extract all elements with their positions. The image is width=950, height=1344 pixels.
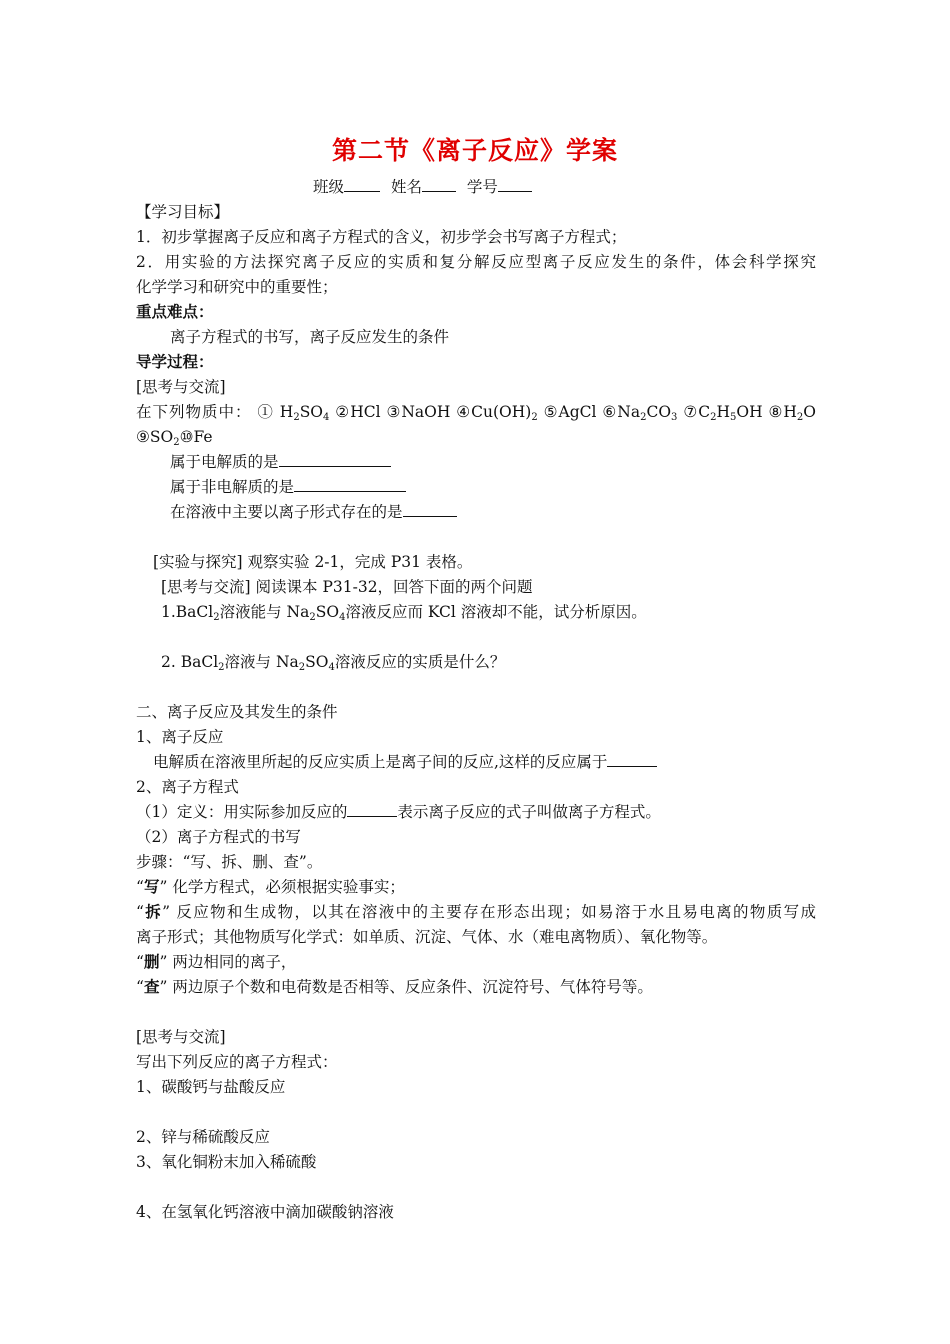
step-split-text: 反应物和生成物，以其在溶液中的主要存在形态出现；如易溶于水且易电离的物质写成	[176, 903, 816, 921]
electrolyte-question	[170, 452, 391, 472]
exercise-item: 3、氧化铜粉末加入稀硫酸	[136, 1153, 317, 1171]
exercise-item: 2、锌与稀硫酸反应	[136, 1128, 270, 1146]
step-split: “拆” 反应物和生成物，以其在溶液中的主要存在形态出现；如易溶于水且易电离的物质写成	[136, 902, 816, 921]
question-2: 2. BaCl$_2$溶液与 $Na_2SO_4$溶液反应的实质是什么？	[161, 653, 506, 673]
nonelectrolyte-question	[170, 477, 406, 497]
substances-list-line-1: 在下列物质中： ① $H_2SO_4$ ②HCl ③NaOH $④Cu(OH)_2$ ⑤AgCl $⑥Na_2CO_3$ $⑦C_2H_5OH$ $⑧H_2O$	[136, 403, 817, 423]
objective-item-2-line-2: 化学学习和研究中的重要性；	[136, 278, 338, 296]
ion-reaction-subheading: 1、离子反应	[136, 728, 224, 746]
definition-blank[interactable]	[347, 802, 397, 817]
step-split-keyword: 拆	[143, 902, 163, 921]
step-split-line-2: 离子形式；其他物质写化学式：如单质、沉淀、气体、水（难电离物质）、氧化物等。	[136, 928, 718, 946]
ion-reaction-definition-text: 电解质在溶液里所起的反应实质上是离子间的反应,这样的反应属于	[153, 753, 608, 771]
student-info-fields	[313, 177, 532, 197]
ion-equation-subheading: 2、离子方程式	[136, 778, 239, 796]
question-1: 1.BaCl$_2$溶液能与 $Na_2SO_4$溶液反应而 KCl 溶液却不能，试分析原因。	[161, 603, 647, 623]
step-delete-keyword: 删	[143, 952, 160, 971]
exercise-item: 1、碳酸钙与盐酸反应	[136, 1078, 286, 1096]
reaction-type-blank[interactable]	[607, 752, 657, 767]
name-label: 姓名	[390, 178, 422, 196]
electrolyte-blank[interactable]	[279, 452, 391, 467]
objectives-heading: 【学习目标】	[136, 203, 230, 221]
steps-text: 步骤：“写、拆、删、查”。	[136, 853, 323, 871]
exercise-heading: [思考与交流]	[136, 1028, 226, 1046]
think-exchange-reading: [思考与交流] 阅读课本 P31-32，回答下面的两个问题	[161, 578, 533, 596]
class-blank[interactable]	[344, 177, 380, 192]
step-delete: “删” 两边相同的离子，	[136, 952, 297, 971]
writing-subheading: （2）离子方程式的书写	[136, 828, 301, 846]
ion-form-question-text: 在溶液中主要以离子形式存在的是	[170, 503, 403, 521]
key-points-text: 离子方程式的书写，离子反应发生的条件	[170, 328, 450, 346]
substances-list-line-2: $⑨SO_2⑩Fe$	[136, 428, 213, 448]
step-check-text: 两边原子个数和电荷数是否相等、反应条件、沉淀符号、气体符号等。	[172, 978, 653, 996]
electrolyte-question-text: 属于电解质的是	[170, 453, 279, 471]
name-blank[interactable]	[422, 177, 456, 192]
objective-item-1: 1．初步掌握离子反应和离子方程式的含义，初步学会书写离子方程式；	[136, 228, 627, 246]
key-points-heading: 重点难点：	[136, 302, 214, 321]
ion-equation-definition	[136, 802, 661, 822]
exercise-intro: 写出下列反应的离子方程式：	[136, 1053, 338, 1071]
page-title: 第二节《离子反应》学案	[331, 136, 618, 165]
objective-item-2-line-1: 2．用实验的方法探究离子反应的实质和复分解反应型离子反应发生的条件，体会科学探究	[136, 253, 816, 271]
experiment-instruction: [实验与探究] 观察实验 2-1，完成 P31 表格。	[153, 553, 473, 571]
definition-text-a: （1）定义：用实际参加反应的	[136, 803, 348, 821]
step-delete-text: 两边相同的离子，	[172, 953, 297, 971]
step-write: “写” 化学方程式，必须根据实验事实；	[136, 877, 405, 896]
nonelectrolyte-blank[interactable]	[294, 477, 406, 492]
ion-reaction-definition	[153, 752, 657, 772]
nonelectrolyte-question-text: 属于非电解质的是	[170, 478, 295, 496]
step-check: “查” 两边原子个数和电荷数是否相等、反应条件、沉淀符号、气体符号等。	[136, 977, 653, 996]
section-2-heading: 二、离子反应及其发生的条件	[136, 703, 338, 721]
id-label: 学号	[466, 178, 498, 196]
id-blank[interactable]	[498, 177, 532, 192]
class-label: 班级	[313, 178, 345, 196]
step-check-keyword: 查	[143, 977, 160, 996]
step-write-text: 化学方程式，必须根据实验事实；	[172, 878, 405, 896]
guide-heading: 导学过程：	[136, 352, 214, 371]
definition-text-b: 表示离子反应的式子叫做离子方程式。	[397, 803, 661, 821]
think-exchange-label: [思考与交流]	[136, 378, 226, 396]
substances-intro: 在下列物质中：	[136, 403, 252, 421]
step-write-keyword: 写	[143, 877, 160, 896]
ion-form-blank[interactable]	[403, 502, 457, 517]
ion-form-question	[170, 502, 457, 522]
exercise-item: 4、在氢氧化钙溶液中滴加碳酸钠溶液	[136, 1203, 394, 1221]
